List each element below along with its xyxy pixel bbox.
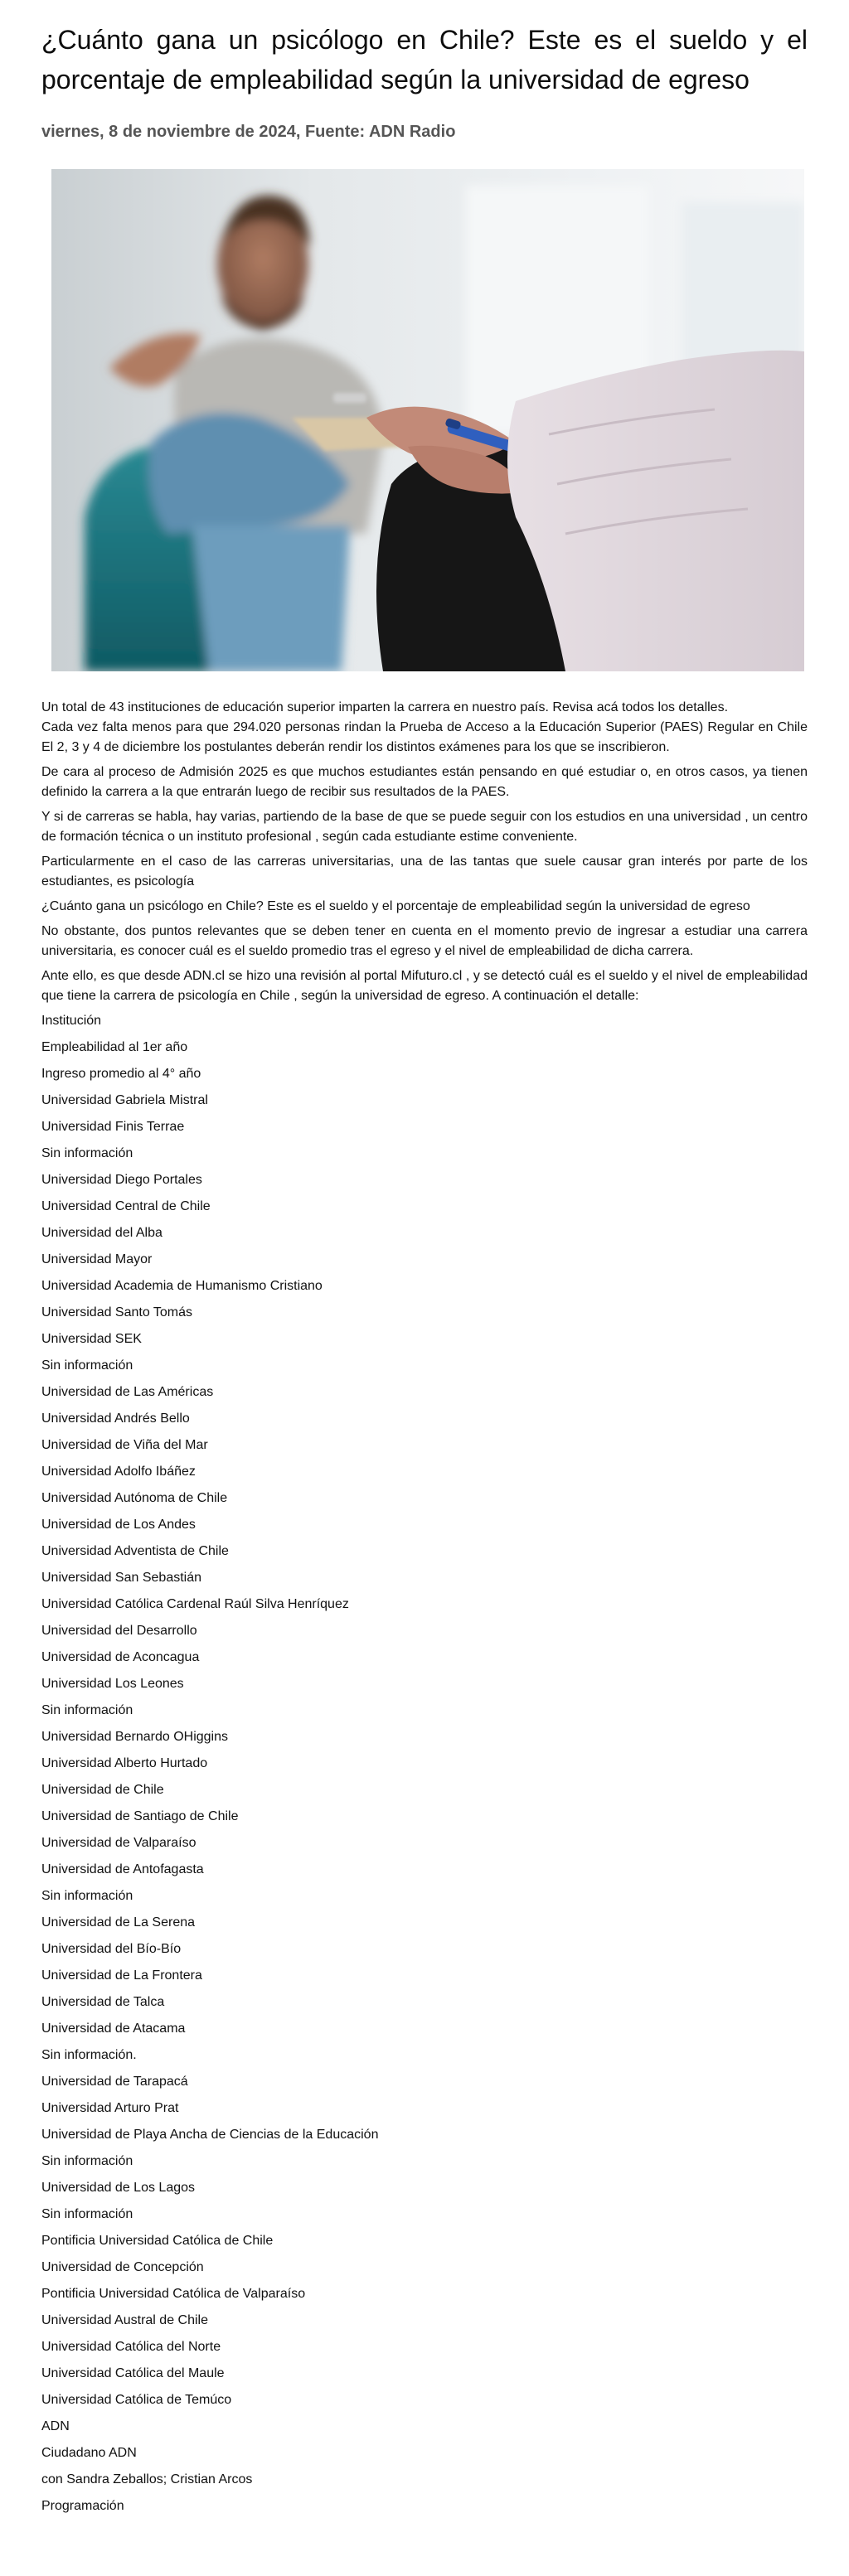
- intro-line-2: Cada vez falta menos para que 294.020 personas rindan la Prueba de Acceso a la Educación Superior (PAES) Regular en Chile El 2, 3 y 4 de diciembre los postulantes deberán rendir los distintos exámenes para los que se inscribieron.: [41, 720, 808, 754]
- list-item: Universidad Central de Chile: [41, 1199, 211, 1213]
- paragraph-subheading: ¿Cuánto gana un psicólogo en Chile? Este es el sueldo y el porcentaje de empleabilidad según la universidad de egreso: [41, 899, 750, 913]
- list-item: Universidad Adventista de Chile: [41, 1544, 229, 1558]
- list-item: Ciudadano ADN: [41, 2446, 137, 2460]
- list-item: Universidad de Tarapacá: [41, 2075, 188, 2089]
- list-item: Universidad de La Frontera: [41, 1968, 202, 1983]
- list-item: Sin información: [41, 1889, 133, 1903]
- list-item: ADN: [41, 2419, 70, 2433]
- list-item: Universidad del Alba: [41, 1226, 163, 1240]
- list-item: Universidad Austral de Chile: [41, 2313, 208, 2327]
- paragraph-admision: De cara al proceso de Admisión 2025 es que muchos estudiantes están pensando en qué estudiar o, en otros casos, ya tienen definido la carrera a la que entrarán luego de recibir sus resultados de la PAES.: [41, 765, 808, 799]
- list-item: Universidad de Aconcagua: [41, 1650, 200, 1664]
- article-dateline: viernes, 8 de noviembre de 2024, Fuente: ADN Radio: [41, 123, 456, 141]
- list-item: Universidad Academia de Humanismo Cristiano: [41, 1279, 323, 1293]
- list-item: Sin información: [41, 2207, 133, 2221]
- list-item: Universidad Arturo Prat: [41, 2101, 179, 2115]
- list-item: Universidad Católica del Norte: [41, 2340, 221, 2354]
- article-body: [41, 698, 808, 2523]
- list-item: Sin información: [41, 1358, 133, 1373]
- paragraph-mifuturo: Ante ello, es que desde ADN.cl se hizo una revisión al portal Mifuturo.cl , y se detectó cuál es el sueldo y el nivel de empleabilidad que tiene la carrera de psicología en Chile , según la universidad de egreso. A continuación el detalle:: [41, 969, 808, 1003]
- list-item: Programación: [41, 2499, 124, 2513]
- paragraph-carreras: Y si de carreras se habla, hay varias, partiendo de la base de que se puede seguir con los estudios en una universidad , un centro de formación técnica o un instituto profesional , según cada estudiante estime conveniente.: [41, 810, 808, 844]
- list-item: Universidad Católica Cardenal Raúl Silva Henríquez: [41, 1597, 349, 1611]
- list-item: Universidad de Chile: [41, 1783, 164, 1797]
- list-item: Universidad Bernardo OHiggins: [41, 1730, 228, 1744]
- list-item: Pontificia Universidad Católica de Valparaíso: [41, 2287, 306, 2301]
- list-item: Sin información: [41, 1703, 133, 1717]
- list-item: Universidad de La Serena: [41, 1915, 196, 1930]
- list-item: Universidad del Desarrollo: [41, 1624, 197, 1638]
- list-item: Universidad del Bío-Bío: [41, 1942, 182, 1956]
- list-item: Universidad Alberto Hurtado: [41, 1756, 208, 1770]
- list-item: Universidad de Las Américas: [41, 1385, 214, 1399]
- list-item: con Sandra Zeballos; Cristian Arcos: [41, 2472, 253, 2486]
- list-item: Universidad Los Leones: [41, 1677, 184, 1691]
- institution-list: [41, 1011, 808, 2523]
- list-item: Universidad Gabriela Mistral: [41, 1093, 208, 1107]
- list-item: Universidad de Viña del Mar: [41, 1438, 208, 1452]
- list-item: Universidad de Santiago de Chile: [41, 1809, 239, 1823]
- intro-line-1: Un total de 43 instituciones de educación superior imparten la carrera en nuestro país. Revisa acá todos los detalles.: [41, 700, 729, 714]
- list-item: Universidad de Antofagasta: [41, 1862, 204, 1876]
- list-item: Universidad de Concepción: [41, 2260, 204, 2274]
- intro-paragraph: [41, 698, 808, 758]
- list-item: Universidad Adolfo Ibáñez: [41, 1465, 196, 1479]
- list-item: Universidad de Los Andes: [41, 1518, 196, 1532]
- list-item: Ingreso promedio al 4° año: [41, 1067, 201, 1081]
- list-item: Universidad Mayor: [41, 1252, 153, 1266]
- list-item: Universidad Andrés Bello: [41, 1411, 190, 1426]
- list-item: Sin información.: [41, 2048, 137, 2062]
- list-item: Institución: [41, 1014, 102, 1028]
- list-item: Universidad de Talca: [41, 1995, 165, 2009]
- list-item: Universidad de Valparaíso: [41, 1836, 196, 1850]
- list-item: Universidad Autónoma de Chile: [41, 1491, 228, 1505]
- list-item: Universidad Católica del Maule: [41, 2366, 225, 2380]
- list-item: Universidad de Atacama: [41, 2022, 186, 2036]
- list-item: Universidad SEK: [41, 1332, 142, 1346]
- list-item: Universidad Santo Tomás: [41, 1305, 193, 1319]
- hero-photo: [51, 169, 804, 671]
- list-item: Universidad Diego Portales: [41, 1173, 202, 1187]
- paragraph-psicologia: Particularmente en el caso de las carreras universitarias, una de las tantas que suele causar gran interés por parte de los estudiantes, es psicología: [41, 855, 808, 889]
- list-item: Universidad de Playa Ancha de Ciencias de la Educación: [41, 2128, 379, 2142]
- list-item: Empleabilidad al 1er año: [41, 1040, 188, 1054]
- list-item: Pontificia Universidad Católica de Chile: [41, 2234, 274, 2248]
- list-item: Universidad Católica de Temúco: [41, 2393, 232, 2407]
- list-item: Universidad de Los Lagos: [41, 2181, 196, 2195]
- list-item: Sin información: [41, 1146, 133, 1160]
- paragraph-puntos: No obstante, dos puntos relevantes que se deben tener en cuenta en el momento previo de ingresar a estudiar una carrera universitaria, es conocer cuál es el sueldo promedio tras el egreso y el nivel de empleabilidad de dicha carrera.: [41, 924, 808, 958]
- article-title: ¿Cuánto gana un psicólogo en Chile? Este es el sueldo y el porcentaje de empleabilidad según la universidad de egreso: [41, 25, 808, 94]
- list-item: Sin información: [41, 2154, 133, 2168]
- list-item: Universidad San Sebastián: [41, 1571, 202, 1585]
- list-item: Universidad Finis Terrae: [41, 1120, 185, 1134]
